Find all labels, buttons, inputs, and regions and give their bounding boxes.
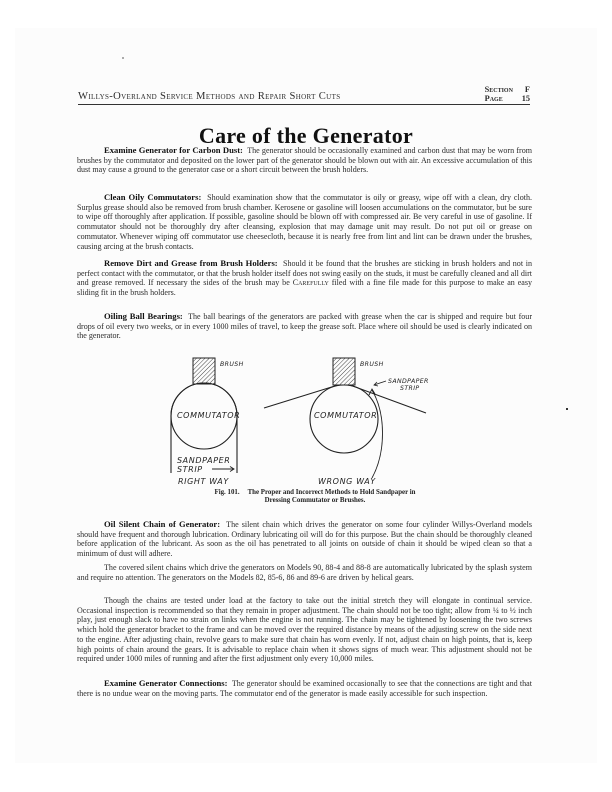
paragraph-body: The ball bearings of the generators are packed with grease when the car is shipped and require but four drops of oil every two weeks, or in every 1000 miles of travel, to keep the grease soft. Place where oil should be used is clearly indicated on the generator. [77, 312, 532, 341]
paragraph-silent-chain [77, 520, 532, 559]
paragraph-ball-bearings [77, 312, 532, 341]
paragraph-body: The generator should be occasionally examined and carbon dust that may be worn from brushes by the commutator and deposited on the lower part of the generator should be blown out with air. An excessive accumulation of this dust may cause a ground to the generator case or a short circuit between the brush holders. [77, 146, 532, 175]
emphasis-carefully: Carefully [292, 278, 329, 288]
section-value: F [524, 85, 530, 95]
paragraph-heading: Remove Dirt and Grease from Brush Holders: [104, 258, 278, 268]
paragraph-chain-adjustment [77, 596, 532, 664]
right-brush-label: BRUSH [360, 361, 384, 368]
paragraph-body: Though the chains are tested under load at the factory to take out the initial stretch they will elongate in continual service. Occasional inspection is recommended so that they remain in proper adjustment. The chain should not be too tight; allow from ¼ to ½ inch play, just enough slack to have no strain on links when the engine is not running. The chain may be tightened by loosening the two screws which hold the generator bracket to the frame and can be moved over the required distance by means of the adjusting screw on the side next to the engine. After adjusting chain, revolve gears to make sure that chain has worn evenly. If not, adjust chain on high points, that is, keep high points of chain around the gears. It is advisable to replace chain when it shows signs of much wear. This adjustment should not be required under 1000 miles of running and after the first adjustment only every 10,000 miles. [77, 596, 532, 664]
paragraph-heading: Examine Generator for Carbon Dust: [104, 145, 243, 155]
left-strip-label-2: STRIP [177, 465, 203, 474]
left-brush [193, 358, 215, 384]
paragraph-oily-commutators [77, 193, 532, 251]
caption-line-1 [160, 489, 470, 497]
caption-text-2: Dressing Commutator or Brushes. [264, 496, 366, 504]
paragraph-covered-chains [77, 563, 532, 582]
right-way-label: RIGHT WAY [178, 477, 229, 486]
paragraph-body: Should it be found that the brushes are sticking in brush holders and not in perfect contact with the commutator, or that the brush holder itself does not swing easily on the studs, it must be carefully cleaned and all dirt and grease removed. If necessary the sides of the brush may be [77, 259, 532, 288]
figure-number: Fig. 101. [214, 489, 240, 496]
page-label: Page [484, 93, 503, 103]
paragraph-body: The covered silent chains which drive the generators on Models 90, 88-4 and 88-8 are automatically lubricated by the splash system and require no attention. The generators on the Models 82, 85-6, 86 and 89-6 are driven by helical gears. [77, 563, 532, 582]
paragraph-heading: Oil Silent Chain of Generator: [104, 519, 221, 529]
strip-pointer-arrow [374, 381, 386, 386]
wrong-way-label: WRONG WAY [318, 477, 376, 486]
paragraph-heading: Oiling Ball Bearings: [104, 311, 183, 321]
paragraph-body-continued: filed with a fine file made for this purpose to make an easy sliding fit in the brush holders. [77, 278, 533, 298]
paragraph-body: The silent chain which drives the generator on some four cylinder Willys-Overland models should have frequent and thorough lubrication. Ordinary lubricating oil will do for this purpose. But the chain should be thoroughly cleaned before application of the lubricant. As soon as the oil has penetrated to all joints on outside of chain it should be wiped clean so that a minimum of dust will adhere. [77, 520, 532, 559]
paragraph-body: Should examination show that the commutator is oily or greasy, wipe off with a clean, dry cloth. Surplus grease should also be removed from brush chamber. Kerosene or gasoline will loosen accumulations on the commutator, but be sure to wipe off thoroughly after application. If possible, gasoline should be blown off with compressed air. Be very careful in use of gasoline. If commutator should not be thoroughly dry after cleansing, explosion that may damage unit may result. Do not put oil or grease on commutator. Whenever wiping off commutator use cheesecloth, because it is nearly free from lint and lint can be drawn under the brushes, causing arcing at the brush contacts. [77, 193, 532, 251]
figure-101 [160, 352, 460, 482]
right-brush [333, 358, 355, 385]
right-strip-label-2: STRIP [400, 385, 420, 392]
paragraph-heading: Examine Generator Connections: [104, 678, 228, 688]
paragraph-connections [77, 679, 532, 698]
scan-speck [566, 408, 568, 410]
left-strip-arrow [212, 467, 234, 472]
paragraph-body: The generator should be examined occasionally to see that the connections are tight and that there is no undue wear on the moving parts. The commutator end of the generator is made easily accessible for such inspection. [77, 679, 532, 698]
paragraph-heading: Clean Oily Commutators: [104, 192, 202, 202]
page-title: Care of the Generator [198, 123, 414, 148]
left-commutator-label: COMMUTATOR [177, 411, 241, 420]
running-header [78, 80, 530, 105]
left-brush-label: BRUSH [220, 361, 244, 368]
wrong-way-arrow [369, 389, 383, 478]
right-strip-label-1: SANDPAPER [388, 378, 429, 385]
section-page-block [485, 86, 530, 103]
caption-text-1: The Proper and Incorrect Methods to Hold Sandpaper in [247, 489, 416, 496]
right-commutator-label: COMMUTATOR [314, 411, 378, 420]
page-number: 15 [521, 93, 530, 103]
page-row [485, 95, 530, 103]
paragraph-carbon-dust [77, 146, 532, 175]
running-title: Willys-Overland Service Methods and Repair Short Cuts [78, 91, 341, 102]
figure-caption [160, 489, 470, 504]
left-strip-label-1: SANDPAPER [177, 456, 231, 465]
section-label: Section [484, 85, 513, 95]
scan-speck [122, 57, 124, 59]
paragraph-brush-holders [77, 259, 532, 298]
